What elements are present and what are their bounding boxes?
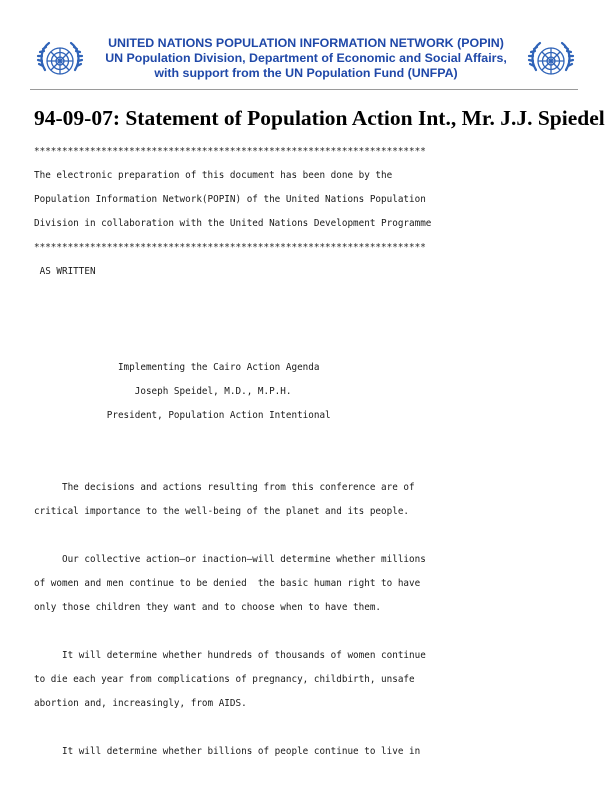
text-line: critical importance to the well-being of the planet and its people. (34, 506, 410, 517)
text-line: abortion and, increasingly, from AIDS. (34, 698, 247, 709)
text-line: Population Information Network(POPIN) of the United Nations Population (34, 194, 426, 205)
text-line: Division in collaboration with the United Nations Development Programme (34, 218, 432, 229)
text-line: The electronic preparation of this document has been done by the (34, 170, 393, 181)
text-line: AS WRITTEN (34, 266, 96, 277)
separator-line: ********************************************************************** (34, 146, 426, 157)
header-line-1: UNITED NATIONS POPULATION INFORMATION NETWORK (POPIN) (108, 36, 504, 50)
text-line: only those children they want and to choose when to have them. (34, 602, 382, 613)
text-line: of women and men continue to be denied the basic human right to have (34, 578, 421, 589)
header-line-2: UN Population Division, Department of Economic and Social Affairs, (105, 50, 507, 65)
speech-title: Implementing the Cairo Action Agenda (34, 362, 320, 373)
text-line: It will determine whether billions of people continue to live in (34, 746, 421, 757)
separator-line: ********************************************************************** (34, 242, 426, 253)
speaker-role: President, Population Action Intentional (34, 410, 331, 421)
speaker-name: Joseph Speidel, M.D., M.P.H. (34, 386, 292, 397)
header-line-3: with support from the UN Population Fund (UNFPA) (154, 65, 458, 80)
document-title: 94-09-07: Statement of Population Action Int., Mr. J.J. Spiedel (34, 106, 605, 130)
text-line: Our collective action—or inaction—will determine whether millions (34, 554, 426, 565)
text-line: It will determine whether hundreds of thousands of women continue (34, 650, 426, 661)
text-line: to die each year from complications of pregnancy, childbirth, unsafe (34, 674, 415, 685)
text-line: The decisions and actions resulting from this conference are of (34, 482, 415, 493)
